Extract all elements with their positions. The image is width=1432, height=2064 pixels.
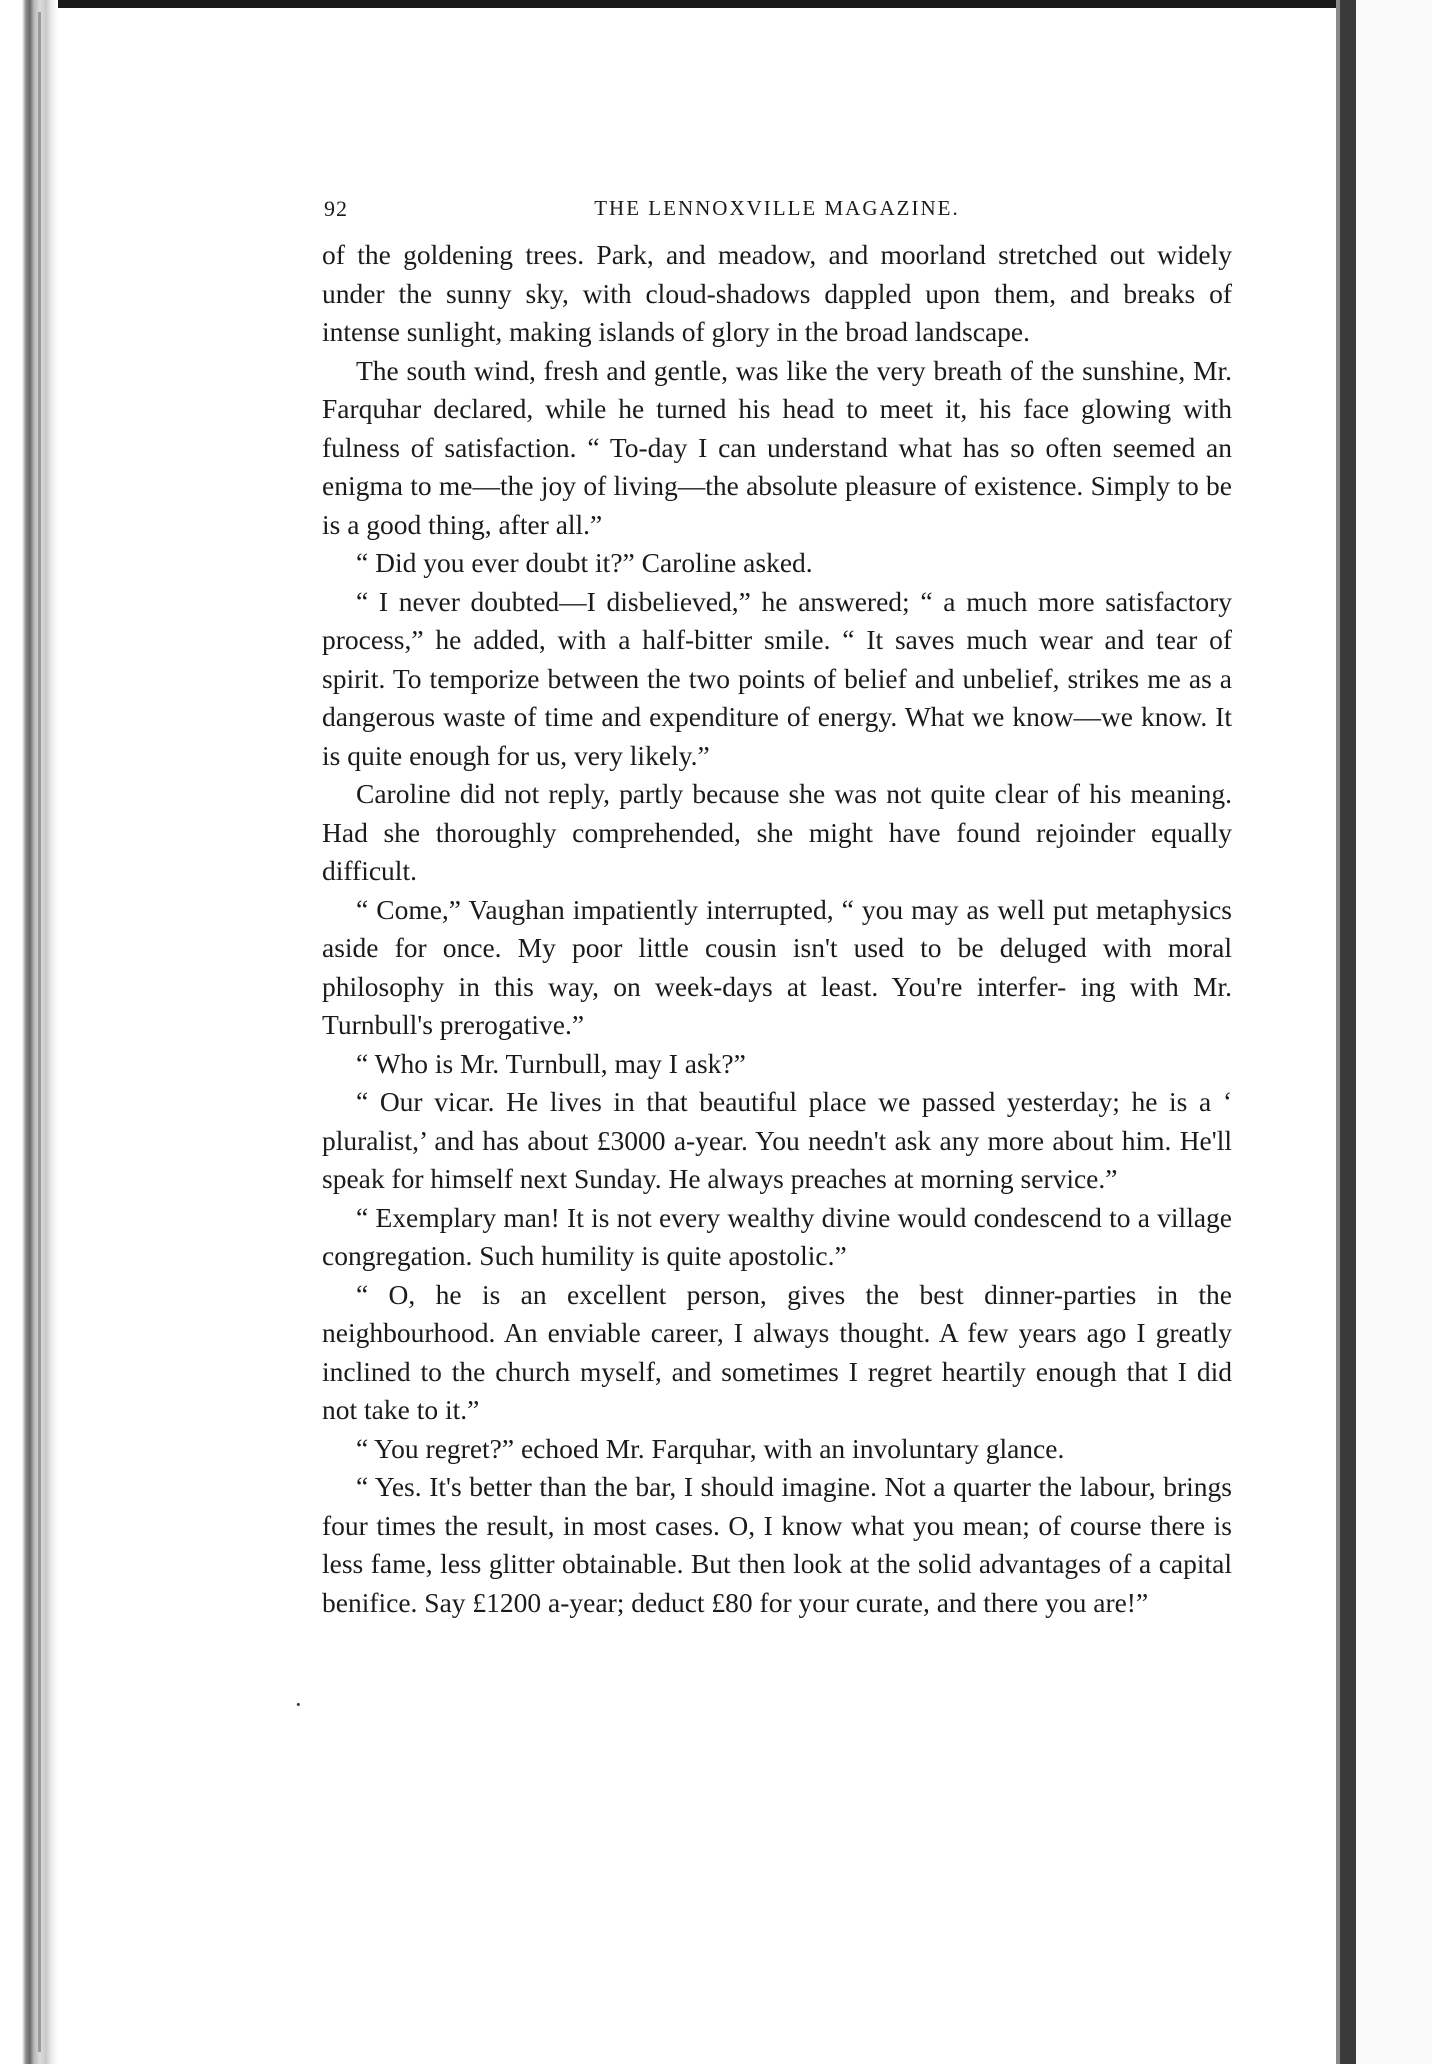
facing-page-edge: [1356, 0, 1432, 2064]
paragraph: “ Who is Mr. Turnbull, may I ask?”: [356, 1047, 746, 1079]
journal-title: THE LENNOXVILLE MAGAZINE.: [594, 196, 960, 220]
paragraph: “ Yes. It's better than the bar, I should imagine. Not a quarter the labour, brings four times the result, in most cases. O, I know what you mean; of course there is less fame, less glitter obtainable. But then look at the solid advantages of a capital benifice. Say £1200 a-year; deduct £80 for your curate, and there you are!”: [322, 1471, 1232, 1618]
page-number: 92: [324, 196, 348, 221]
paragraph: “ O, he is an excellent person, gives the best dinner-parties in the neighbourhood. An enviable career, I always thought. A few years ago I greatly inclined to the church myself, and sometimes I regret heartily enough that I did not take to it.”: [322, 1278, 1232, 1425]
paragraph: The south wind, fresh and gentle, was like the very breath of the sunshine, Mr. Farquhar declared, while he turned his head to meet it, his face glowing with fulness of satisfaction. “ To-day I can understand what has so often seemed an enigma to me—the joy of living—the absolute pleasure of existence. Simply to be is a good thing, after all.”: [322, 354, 1232, 540]
paragraph: “ Our vicar. He lives in that beautiful place we passed yesterday; he is a ‘ pluralist,’ and has about £3000 a-year. You needn't ask any more about him. He'll speak for himself next Sunday. He always preaches at morning service.”: [322, 1086, 1232, 1194]
article-body: [322, 236, 1232, 1622]
left-page-edges: [0, 0, 58, 2064]
paragraph: “ Come,” Vaughan impatiently interrupted, “ you may as well put metaphysics aside for once. My poor little cousin isn't used to be deluged with moral philosophy in this way, on week-days at least. You're interfer- ing with Mr. Turnbull's prerogative.”: [322, 893, 1232, 1040]
scan-top-edge: [0, 0, 1432, 8]
paragraph: “ I never doubted—I disbelieved,” he answered; “ a much more satisfactory process,” he added, with a half-bitter smile. “ It saves much wear and tear of spirit. To temporize between the two points of belief and unbelief, strikes me as a dangerous waste of time and expenditure of energy. What we know—we know. It is quite enough for us, very likely.”: [322, 585, 1232, 771]
binding-line: [38, 12, 41, 2052]
running-head: [322, 192, 1232, 228]
paragraph: “ Did you ever doubt it?” Caroline asked.: [356, 547, 813, 578]
paragraph: of the goldening trees. Park, and meadow, and moorland stretched out widely under the sunny sky, with cloud-shadows dappled upon them, and breaks of intense sunlight, making islands of glory in the broad landscape.: [322, 239, 1232, 347]
page-content: [322, 192, 1232, 1622]
paragraph: “ Exemplary man! It is not every wealthy divine would condescend to a village congregation. Such humility is quite apostolic.”: [322, 1201, 1232, 1271]
stray-ink-dot: ·: [294, 1690, 303, 1719]
paragraph: Caroline did not reply, partly because she was not quite clear of his meaning. Had she thoroughly comprehended, she might have found rejoinder equally difficult.: [322, 778, 1232, 886]
book-spine: [1340, 0, 1356, 2064]
paragraph: “ You regret?” echoed Mr. Farquhar, with an involuntary glance.: [356, 1432, 1065, 1464]
